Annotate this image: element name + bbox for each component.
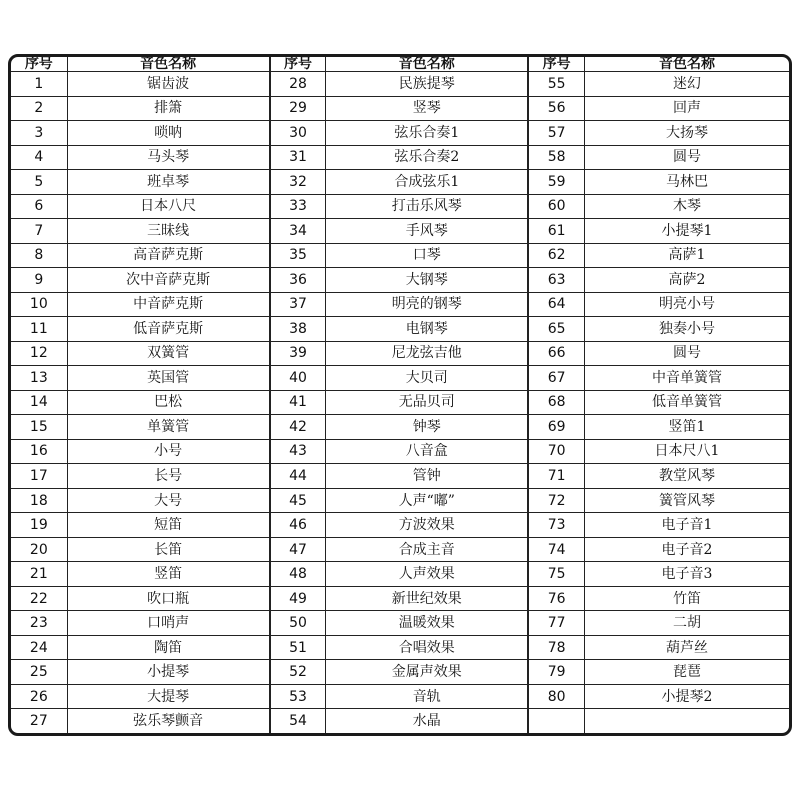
voice-name-cell: 人声“嘟” (326, 488, 529, 513)
voice-number-cell: 49 (270, 586, 326, 611)
voice-number-cell: 27 (11, 709, 67, 733)
voice-name-cell: 温暖效果 (326, 611, 529, 636)
voice-number-cell: 29 (270, 96, 326, 121)
voice-number-cell: 9 (11, 268, 67, 293)
voice-name-cell: 弦乐琴颤音 (67, 709, 270, 733)
voice-number-cell: 75 (528, 562, 584, 587)
table-row (11, 219, 789, 244)
voice-name-cell: 双簧管 (67, 341, 270, 366)
voice-name-cell: 新世纪效果 (326, 586, 529, 611)
voice-number-cell (528, 709, 584, 733)
voice-name-cell: 小号 (67, 439, 270, 464)
voice-number-cell: 56 (528, 96, 584, 121)
voice-number-cell: 68 (528, 390, 584, 415)
voice-name-cell: 吹口瓶 (67, 586, 270, 611)
voice-number-cell: 18 (11, 488, 67, 513)
voice-name-cell: 大贝司 (326, 366, 529, 391)
voice-number-cell: 70 (528, 439, 584, 464)
voice-number-cell: 47 (270, 537, 326, 562)
voice-number-cell: 73 (528, 513, 584, 538)
voice-name-cell: 英国管 (67, 366, 270, 391)
voice-number-cell: 54 (270, 709, 326, 733)
table-row (11, 562, 789, 587)
voice-number-cell: 7 (11, 219, 67, 244)
voice-name-cell: 管钟 (326, 464, 529, 489)
voice-number-cell: 36 (270, 268, 326, 293)
voice-name-cell: 长号 (67, 464, 270, 489)
voice-name-cell: 合成弦乐1 (326, 170, 529, 195)
voice-name-cell: 次中音萨克斯 (67, 268, 270, 293)
voice-name-cell: 电子音3 (584, 562, 789, 587)
voice-number-cell: 39 (270, 341, 326, 366)
table-row (11, 464, 789, 489)
voice-name-cell: 二胡 (584, 611, 789, 636)
table-row (11, 96, 789, 121)
voice-number-cell: 76 (528, 586, 584, 611)
voice-number-cell: 30 (270, 121, 326, 146)
table-row (11, 170, 789, 195)
voice-number-cell: 67 (528, 366, 584, 391)
voice-number-cell: 65 (528, 317, 584, 342)
voice-name-cell: 大扬琴 (584, 121, 789, 146)
voice-name-cell: 琵琶 (584, 660, 789, 685)
voice-name-cell: 大钢琴 (326, 268, 529, 293)
voice-name-cell: 电子音2 (584, 537, 789, 562)
voice-table (11, 57, 789, 733)
table-row (11, 341, 789, 366)
voice-name-cell: 教堂风琴 (584, 464, 789, 489)
voice-name-cell: 回声 (584, 96, 789, 121)
header-number: 序号 (11, 57, 67, 72)
voice-name-cell: 钟琴 (326, 415, 529, 440)
voice-name-cell: 水晶 (326, 709, 529, 733)
table-row (11, 292, 789, 317)
voice-number-cell: 59 (528, 170, 584, 195)
voice-name-cell: 三昧线 (67, 219, 270, 244)
table-row (11, 488, 789, 513)
voice-name-cell: 八音盒 (326, 439, 529, 464)
voice-name-cell: 民族提琴 (326, 72, 529, 97)
table-row (11, 709, 789, 733)
voice-number-cell: 63 (528, 268, 584, 293)
voice-number-cell: 12 (11, 341, 67, 366)
voice-number-cell: 11 (11, 317, 67, 342)
voice-name-cell: 口琴 (326, 243, 529, 268)
voice-name-cell: 金属声效果 (326, 660, 529, 685)
voice-number-cell: 4 (11, 145, 67, 170)
voice-name-cell: 马头琴 (67, 145, 270, 170)
voice-number-cell: 48 (270, 562, 326, 587)
voice-name-cell: 合唱效果 (326, 635, 529, 660)
table-row (11, 72, 789, 97)
voice-number-cell: 55 (528, 72, 584, 97)
voice-name-cell: 巴松 (67, 390, 270, 415)
voice-name-cell: 合成主音 (326, 537, 529, 562)
voice-number-cell: 28 (270, 72, 326, 97)
voice-table-frame (8, 54, 792, 736)
voice-name-cell: 大提琴 (67, 684, 270, 709)
header-name: 音色名称 (584, 57, 789, 72)
voice-number-cell: 8 (11, 243, 67, 268)
voice-number-cell: 20 (11, 537, 67, 562)
table-row (11, 366, 789, 391)
voice-name-cell: 日本尺八1 (584, 439, 789, 464)
voice-number-cell: 72 (528, 488, 584, 513)
header-number: 序号 (270, 57, 326, 72)
table-row (11, 415, 789, 440)
voice-name-cell: 高萨2 (584, 268, 789, 293)
table-row (11, 268, 789, 293)
header-name: 音色名称 (326, 57, 529, 72)
voice-name-cell: 班卓琴 (67, 170, 270, 195)
voice-name-cell (584, 709, 789, 733)
header-row (11, 57, 789, 72)
voice-number-cell: 5 (11, 170, 67, 195)
voice-name-cell: 独奏小号 (584, 317, 789, 342)
voice-name-cell: 长笛 (67, 537, 270, 562)
voice-name-cell: 圆号 (584, 341, 789, 366)
table-row (11, 611, 789, 636)
voice-name-cell: 无品贝司 (326, 390, 529, 415)
voice-name-cell: 尼龙弦吉他 (326, 341, 529, 366)
voice-name-cell: 电钢琴 (326, 317, 529, 342)
voice-number-cell: 74 (528, 537, 584, 562)
voice-number-cell: 42 (270, 415, 326, 440)
voice-number-cell: 31 (270, 145, 326, 170)
voice-number-cell: 64 (528, 292, 584, 317)
voice-name-cell: 方波效果 (326, 513, 529, 538)
voice-name-cell: 弦乐合奏1 (326, 121, 529, 146)
voice-name-cell: 竖笛1 (584, 415, 789, 440)
voice-number-cell: 79 (528, 660, 584, 685)
voice-number-cell: 60 (528, 194, 584, 219)
voice-name-cell: 竹笛 (584, 586, 789, 611)
voice-number-cell: 46 (270, 513, 326, 538)
voice-number-cell: 61 (528, 219, 584, 244)
voice-number-cell: 53 (270, 684, 326, 709)
voice-number-cell: 50 (270, 611, 326, 636)
voice-name-cell: 大号 (67, 488, 270, 513)
voice-name-cell: 打击乐风琴 (326, 194, 529, 219)
voice-number-cell: 14 (11, 390, 67, 415)
table-row (11, 390, 789, 415)
voice-number-cell: 6 (11, 194, 67, 219)
voice-number-cell: 44 (270, 464, 326, 489)
voice-name-cell: 迷幻 (584, 72, 789, 97)
voice-name-cell: 音轨 (326, 684, 529, 709)
voice-number-cell: 25 (11, 660, 67, 685)
voice-name-cell: 马林巴 (584, 170, 789, 195)
voice-number-cell: 58 (528, 145, 584, 170)
table-row (11, 439, 789, 464)
voice-number-cell: 26 (11, 684, 67, 709)
voice-number-cell: 17 (11, 464, 67, 489)
voice-name-cell: 竖琴 (326, 96, 529, 121)
table-row (11, 121, 789, 146)
voice-number-cell: 77 (528, 611, 584, 636)
voice-number-cell: 69 (528, 415, 584, 440)
voice-number-cell: 19 (11, 513, 67, 538)
voice-number-cell: 66 (528, 341, 584, 366)
voice-number-cell: 40 (270, 366, 326, 391)
voice-name-cell: 短笛 (67, 513, 270, 538)
voice-number-cell: 51 (270, 635, 326, 660)
voice-name-cell: 陶笛 (67, 635, 270, 660)
voice-number-cell: 10 (11, 292, 67, 317)
voice-name-cell: 单簧管 (67, 415, 270, 440)
voice-name-cell: 人声效果 (326, 562, 529, 587)
voice-name-cell: 葫芦丝 (584, 635, 789, 660)
voice-number-cell: 34 (270, 219, 326, 244)
voice-number-cell: 33 (270, 194, 326, 219)
voice-name-cell: 低音单簧管 (584, 390, 789, 415)
voice-number-cell: 71 (528, 464, 584, 489)
voice-number-cell: 2 (11, 96, 67, 121)
table-row (11, 635, 789, 660)
voice-name-cell: 圆号 (584, 145, 789, 170)
voice-name-cell: 簧管风琴 (584, 488, 789, 513)
voice-number-cell: 32 (270, 170, 326, 195)
voice-number-cell: 3 (11, 121, 67, 146)
voice-name-cell: 电子音1 (584, 513, 789, 538)
voice-name-cell: 弦乐合奏2 (326, 145, 529, 170)
voice-number-cell: 23 (11, 611, 67, 636)
voice-number-cell: 62 (528, 243, 584, 268)
voice-name-cell: 明亮的钢琴 (326, 292, 529, 317)
voice-name-cell: 高音萨克斯 (67, 243, 270, 268)
voice-name-cell: 锯齿波 (67, 72, 270, 97)
voice-number-cell: 13 (11, 366, 67, 391)
table-row (11, 513, 789, 538)
voice-name-cell: 排箫 (67, 96, 270, 121)
table-row (11, 145, 789, 170)
voice-number-cell: 22 (11, 586, 67, 611)
voice-number-cell: 41 (270, 390, 326, 415)
voice-number-cell: 35 (270, 243, 326, 268)
voice-name-cell: 低音萨克斯 (67, 317, 270, 342)
voice-name-cell: 中音萨克斯 (67, 292, 270, 317)
voice-name-cell: 唢呐 (67, 121, 270, 146)
voice-number-cell: 1 (11, 72, 67, 97)
header-number: 序号 (528, 57, 584, 72)
table-row (11, 243, 789, 268)
voice-table-body (11, 72, 789, 734)
voice-number-cell: 80 (528, 684, 584, 709)
voice-name-cell: 木琴 (584, 194, 789, 219)
voice-name-cell: 小提琴2 (584, 684, 789, 709)
voice-name-cell: 小提琴 (67, 660, 270, 685)
voice-number-cell: 21 (11, 562, 67, 587)
voice-number-cell: 15 (11, 415, 67, 440)
header-name: 音色名称 (67, 57, 270, 72)
voice-number-cell: 78 (528, 635, 584, 660)
voice-name-cell: 竖笛 (67, 562, 270, 587)
voice-number-cell: 52 (270, 660, 326, 685)
voice-name-cell: 日本八尺 (67, 194, 270, 219)
voice-number-cell: 24 (11, 635, 67, 660)
voice-name-cell: 口哨声 (67, 611, 270, 636)
voice-name-cell: 小提琴1 (584, 219, 789, 244)
voice-number-cell: 45 (270, 488, 326, 513)
voice-name-cell: 手风琴 (326, 219, 529, 244)
voice-name-cell: 明亮小号 (584, 292, 789, 317)
table-row (11, 537, 789, 562)
voice-number-cell: 16 (11, 439, 67, 464)
voice-name-cell: 中音单簧管 (584, 366, 789, 391)
table-row (11, 684, 789, 709)
table-row (11, 317, 789, 342)
voice-number-cell: 38 (270, 317, 326, 342)
table-row (11, 660, 789, 685)
voice-name-cell: 高萨1 (584, 243, 789, 268)
voice-number-cell: 37 (270, 292, 326, 317)
voice-number-cell: 43 (270, 439, 326, 464)
table-row (11, 194, 789, 219)
voice-number-cell: 57 (528, 121, 584, 146)
table-row (11, 586, 789, 611)
